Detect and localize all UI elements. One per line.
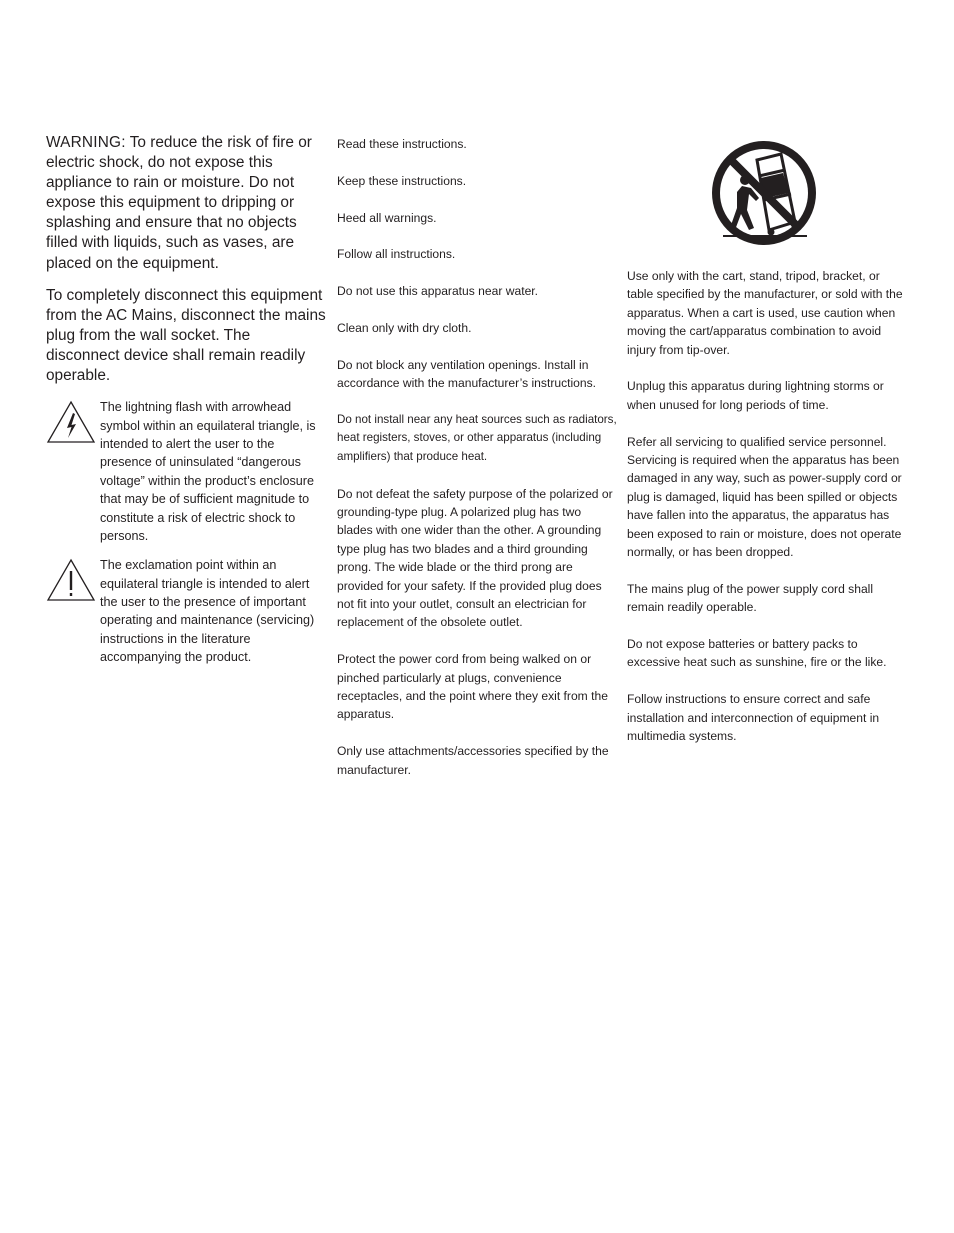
safety-instructions-column-1 — [337, 135, 617, 797]
instruction-item: Read these instructions. — [337, 137, 467, 151]
warning-label: WARNING: — [46, 134, 126, 151]
instruction-item: Unplug this apparatus during lightning storms or when unused for long periods of time. — [627, 379, 884, 412]
instruction-item: Follow all instructions. — [337, 247, 456, 262]
safety-instructions-column-2 — [627, 138, 909, 764]
lightning-triangle-icon — [46, 400, 96, 444]
instruction-item: Heed all warnings. — [337, 210, 437, 225]
instruction-item: Do not expose batteries or battery packs to excessive heat such as sunshine, fire or the like. — [627, 637, 887, 670]
exclamation-symbol-explanation — [46, 556, 328, 696]
instruction-item: Clean only with dry cloth. — [337, 320, 472, 335]
instruction-item: Do not use this apparatus near water. — [337, 284, 539, 299]
instruction-item: Follow instructions to ensure correct and safe installation and interconnection of equipment in multimedia systems. — [627, 692, 880, 744]
instruction-item: Do not block any ventilation openings. Install in accordance with the manufacturer’s instructions. — [337, 357, 597, 391]
instruction-item: Keep these instructions. — [337, 173, 467, 188]
instruction-item: Refer all servicing to qualified service personnel. Servicing is required when the apparatus has been damaged in any way, such as power-supply cord or plug is damaged, liquid has been spilled or objects have fallen into the apparatus, the apparatus has been exposed to rain or moisture, does not operate normally, or has been dropped. — [627, 434, 902, 560]
warning-paragraph — [46, 133, 328, 274]
warning-text: To reduce the risk of fire or electric shock, do not expose this appliance to rain or moisture. Do not expose this equipment to dripping or splashing and ensure that no objects filled with liquids, such as vases, are placed on the equipment. — [46, 134, 312, 272]
exclamation-symbol-text: The exclamation point within an equilateral triangle is intended to alert the user to the presence of important operating and maintenance (servicing) instructions in the literature accompanying the product. — [100, 558, 315, 665]
exclamation-triangle-icon — [46, 558, 96, 602]
disconnect-paragraph: To completely disconnect this equipment from the AC Mains, disconnect the mains plug from the wall socket. The disconnect device shall remain readily operable. — [46, 286, 326, 385]
lightning-symbol-text: The lightning flash with arrowhead symbol within an equilateral triangle, is intended to alert the user to the presence of uninsulated “dangerous voltage” within the product’s enclosure that may be of sufficient magnitude to constitute a risk of electric shock to persons. — [100, 400, 316, 543]
warnings-column — [46, 133, 328, 696]
lightning-symbol-explanation — [46, 398, 328, 548]
instruction-item: Do not defeat the safety purpose of the polarized or grounding-type plug. A polarized plug has two blades with one wider than the other. A grounding type plug has two blades and a third grounding prong. The wide blade or the third prong are provided for your safety. If the provided plug does not fit into your outlet, consult an electrician for replacement of the obsolete outlet. — [337, 486, 613, 630]
no-cart-tipover-icon — [709, 138, 819, 248]
instruction-item: Do not install near any heat sources such as radiators, heat registers, stoves, or other apparatus (including amplifiers) that produce heat. — [337, 412, 617, 463]
instruction-item: Only use attachments/accessories specified by the manufacturer. — [337, 744, 609, 777]
instruction-item: The mains plug of the power supply cord shall remain readily operable. — [627, 581, 874, 615]
instruction-item: Use only with the cart, stand, tripod, bracket, or table specified by the manufacturer, or sold with the apparatus. When a cart is used, use caution when moving the cart/apparatus combination to avoid injury from tip-over. — [627, 269, 903, 357]
instruction-item: Protect the power cord from being walked on or pinched particularly at plugs, convenience receptacles, and the point where they exit from the apparatus. — [337, 652, 608, 722]
